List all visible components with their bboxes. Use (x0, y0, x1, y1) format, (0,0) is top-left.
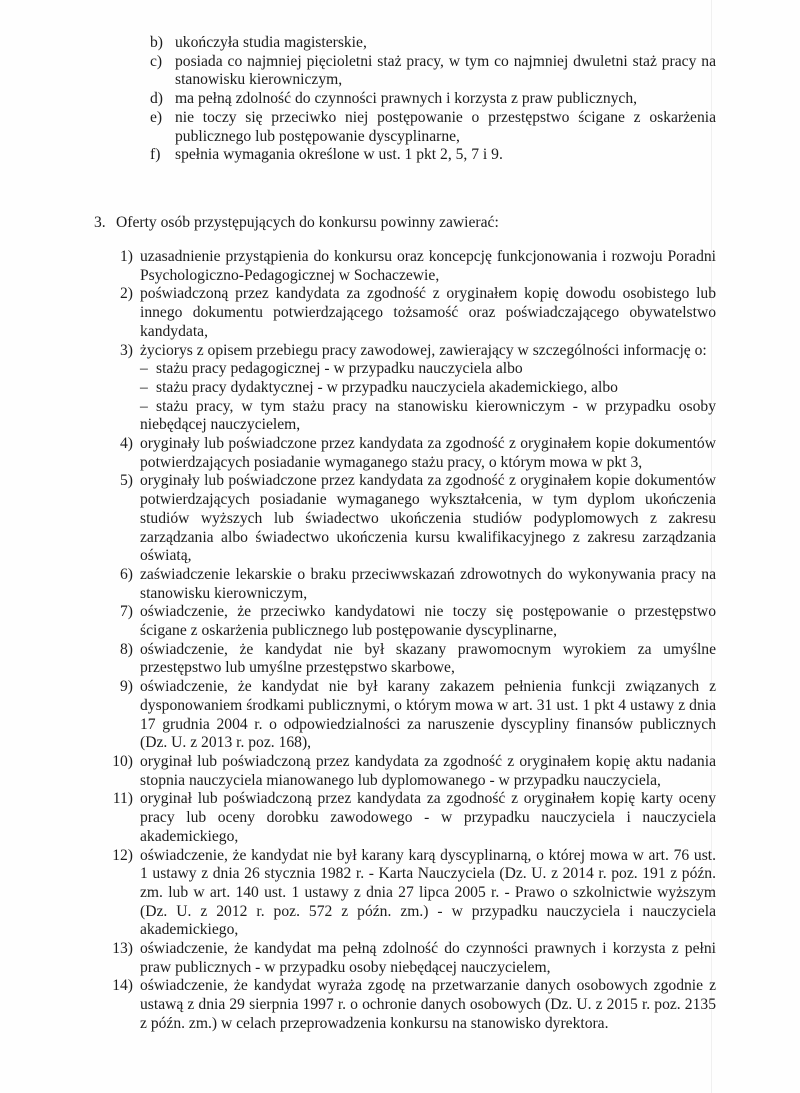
list-item-12 (112, 846, 716, 941)
item-text: posiada co najmniej pięcioletni staż pracy, w tym co najmniej dwuletni staż pracy na stanowisku kierowniczym, (175, 52, 716, 89)
list-item-4 (120, 435, 716, 472)
item-text: oświadczenie, że kandydat nie był karany zakazem pełnienia funkcji związanych z dysponowaniem środkami publicznymi, o którym mowa w art. 31 ust. 1 pkt 4 ustawy z dnia 17 grudnia 2004 r. o odpowiedzialności za naruszenie dyscypliny finansów publicznych (Dz. U. z 2013 r. poz. 168), (140, 678, 716, 752)
dash-marker: – (140, 378, 148, 396)
item-marker: 12) (112, 846, 133, 864)
item-text: oryginał lub poświadczoną przez kandydata za zgodność z oryginałem kopię karty oceny pracy lub oceny dorobku zawodowego - w przypadku nauczyciela i nauczyciela akademickiego, (140, 790, 716, 845)
list-item-7 (120, 603, 716, 640)
item-text: spełnia wymagania określone w ust. 1 pkt 2, 5, 7 i 9. (175, 146, 503, 164)
list-item-2 (120, 285, 716, 341)
section-3-heading (94, 214, 716, 233)
section-number: 3. (94, 214, 106, 231)
dash-item (140, 360, 716, 379)
item-text: oświadczenie, że kandydat nie był karany karą dyscyplinarną, o której mowa w art. 76 ust. 1 ustawy z dnia 26 stycznia 1982 r. - Karta Nauczyciela (Dz. U. z 2014 r. poz. 191 z późn. zm. lub w art. 140 ust. 1 ustawy z dnia 27 lipca 2005 r. - Prawo o szkolnictwie wyższym (Dz. U. z 2012 r. poz. 572 z późn. zm.) - w przypadku nauczyciela i nauczyciela akademickiego, (140, 846, 716, 939)
list-item-3 (120, 341, 716, 436)
list-item-14 (112, 977, 716, 1033)
dash-item (140, 379, 716, 398)
item-marker: 7) (120, 603, 133, 621)
item-text: oświadczenie, że kandydat wyraża zgodę na przetwarzanie danych osobowych zgodnie z ustawą z dnia 29 sierpnia 1997 r. o ochronie danych osobowych (Dz. U. z 2015 r. poz. 2135 z późn. zm.) w celach przeprowadzenia konkursu na stanowisko dyrektora. (140, 977, 716, 1032)
list-item-1 (120, 248, 716, 285)
item-marker: 10) (112, 752, 133, 770)
item-text: uzasadnienie przystąpienia do konkursu oraz koncepcję funkcjonowania i rozwoju Poradni Psychologiczno-Pedagogicznej w Sochaczewie, (140, 248, 716, 284)
sublist-item-f (150, 146, 716, 165)
item-marker: 2) (120, 285, 133, 303)
item-text: nie toczy się przeciwko niej postępowanie o przestępstwo ścigane z oskarżenia publicznego lub postępowanie dyscyplinarne, (175, 108, 716, 145)
item-marker: e) (150, 108, 163, 126)
list-item-9 (120, 678, 716, 753)
requirements-sublist (150, 34, 716, 165)
item-marker: 14) (112, 977, 133, 995)
sublist-item-b (150, 34, 716, 53)
dash-marker: – (140, 397, 148, 415)
list-item-11 (112, 790, 716, 846)
sublist-item-e (150, 108, 716, 146)
item-marker: b) (150, 34, 163, 51)
item-text: ma pełną zdolność do czynności prawnych i korzysta z praw publicznych, (175, 90, 638, 108)
item-text: ukończyła studia magisterskie, (175, 34, 367, 51)
section-heading-text: Oferty osób przystępujących do konkursu powinny zawierać: (116, 214, 499, 231)
list-item-10 (112, 752, 716, 790)
dash-text: stażu pracy dydaktycznej - w przypadku nauczyciela akademickiego, albo (156, 378, 618, 396)
dash-marker: – (140, 360, 148, 378)
item-text: oryginały lub poświadczone przez kandydata za zgodność z oryginałem kopie dokumentów potwierdzających posiadanie wymaganego wykształcenia, w tym dyplom ukończenia studiów wyższych lub świadectwo ukończenia studiów podyplomowych z zakresu zarządzania albo świadectwo ukończenia kursu kwalifikacyjnego z zakresu zarządzania oświatą, (140, 472, 716, 565)
item-marker: 8) (120, 640, 133, 658)
sublist-item-d (150, 90, 716, 109)
item-marker: 3) (120, 341, 133, 359)
sublist-item-c (150, 52, 716, 90)
item-text: oświadczenie, że kandydat ma pełną zdolność do czynności prawnych i korzysta z pełni praw publicznych - w przypadku osoby niebędącej nauczycielem, (140, 940, 716, 976)
item-text: oświadczenie, że przeciwko kandydatowi nie toczy się postępowanie o przestępstwo ścigane z oskarżenia publicznego lub postępowanie dyscyplinarne, (140, 603, 716, 640)
list-item-6 (120, 565, 716, 603)
item-text: oryginał lub poświadczoną przez kandydata za zgodność z oryginałem kopię aktu nadania stopnia nauczyciela mianowanego lub dyplomowanego - w przypadku nauczyciela, (140, 752, 716, 789)
item-marker: d) (150, 90, 163, 108)
dash-text: stażu pracy pedagogicznej - w przypadku nauczyciela albo (156, 360, 523, 378)
item-marker: c) (150, 52, 163, 70)
list-item-13 (112, 940, 716, 977)
item-marker: 5) (120, 472, 133, 490)
item-marker: 1) (120, 248, 133, 265)
item-text: oryginały lub poświadczone przez kandydata za zgodność z oryginałem kopie dokumentów potwierdzających posiadanie wymaganego stażu pracy, o którym mowa w pkt 3, (140, 435, 716, 471)
offer-contents-list (112, 248, 716, 1034)
item-marker: 6) (120, 565, 133, 583)
item-marker: 13) (112, 940, 133, 958)
item-text: oświadczenie, że kandydat nie był skazany prawomocnym wyrokiem za umyślne przestępstwo lub umyślne przestępstwo skarbowe, (140, 640, 716, 677)
dash-item (140, 398, 716, 435)
item-marker: 4) (120, 435, 133, 453)
dash-text: stażu pracy, w tym stażu pracy na stanowisku kierowniczym - w przypadku osoby niebędącej nauczycielem, (140, 397, 716, 434)
item-marker: f) (150, 146, 161, 164)
item-text: zaświadczenie lekarskie o braku przeciwwskazań zdrowotnych do wykonywania pracy na stanowisku kierowniczym, (140, 565, 716, 602)
item-text: poświadczoną przez kandydata za zgodność z oryginałem kopię dowodu osobistego lub innego dokumentu potwierdzającego tożsamość oraz poświadczającego obywatelstwo kandydata, (140, 285, 716, 340)
list-item-8 (120, 640, 716, 678)
item-marker: 9) (120, 678, 133, 696)
item-text: życiorys z opisem przebiegu pracy zawodowej, zawierający w szczególności informację o: (140, 341, 707, 359)
item-marker: 11) (112, 790, 133, 808)
list-item-5 (120, 472, 716, 566)
